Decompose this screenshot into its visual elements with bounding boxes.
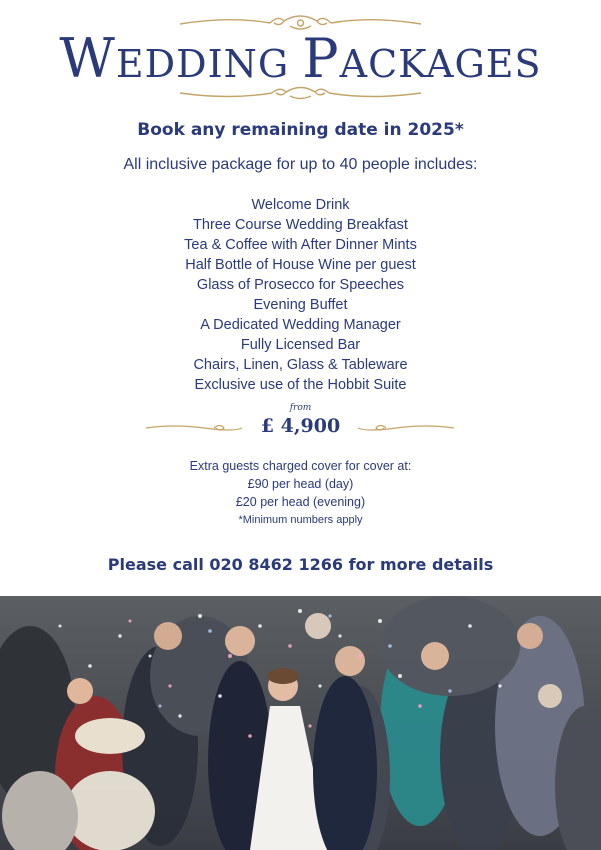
package-item: Welcome Drink <box>251 197 350 213</box>
package-items-list <box>0 195 601 395</box>
subtitle: Book any remaining date in 2025* <box>137 120 464 140</box>
package-item: Fully Licensed Bar <box>240 337 361 353</box>
package-intro: All inclusive package for up to 40 people includes: <box>123 156 478 173</box>
evening-rate: £20 per head (evening) <box>235 495 366 509</box>
package-item: Exclusive use of the Hobbit Suite <box>194 377 407 393</box>
extra-guests-info <box>0 457 601 529</box>
package-item: A Dedicated Wedding Manager <box>200 317 401 333</box>
from-label: from <box>289 403 312 413</box>
package-item: Chairs, Linen, Glass & Tableware <box>193 357 408 373</box>
page-title: WEDDING PACKAGES <box>59 27 542 90</box>
wedding-confetti-photo <box>0 596 601 850</box>
package-item: Evening Buffet <box>253 297 348 313</box>
right-price-flourish-icon <box>356 422 456 434</box>
package-price: £ 4,900 <box>260 415 341 437</box>
extra-guests-line: Extra guests charged cover for cover at: <box>189 459 412 473</box>
package-item: Three Course Wedding Breakfast <box>193 217 408 233</box>
day-rate: £90 per head (day) <box>247 477 354 491</box>
title-flourish-icon <box>0 82 601 104</box>
package-item: Half Bottle of House Wine per guest <box>185 257 416 273</box>
contact-call-to-action: Please call 020 8462 1266 for more details <box>107 555 494 574</box>
minimum-numbers-note: *Minimum numbers apply <box>238 514 363 526</box>
package-item: Glass of Prosecco for Speeches <box>196 277 405 293</box>
package-item: Tea & Coffee with After Dinner Mints <box>184 237 417 253</box>
